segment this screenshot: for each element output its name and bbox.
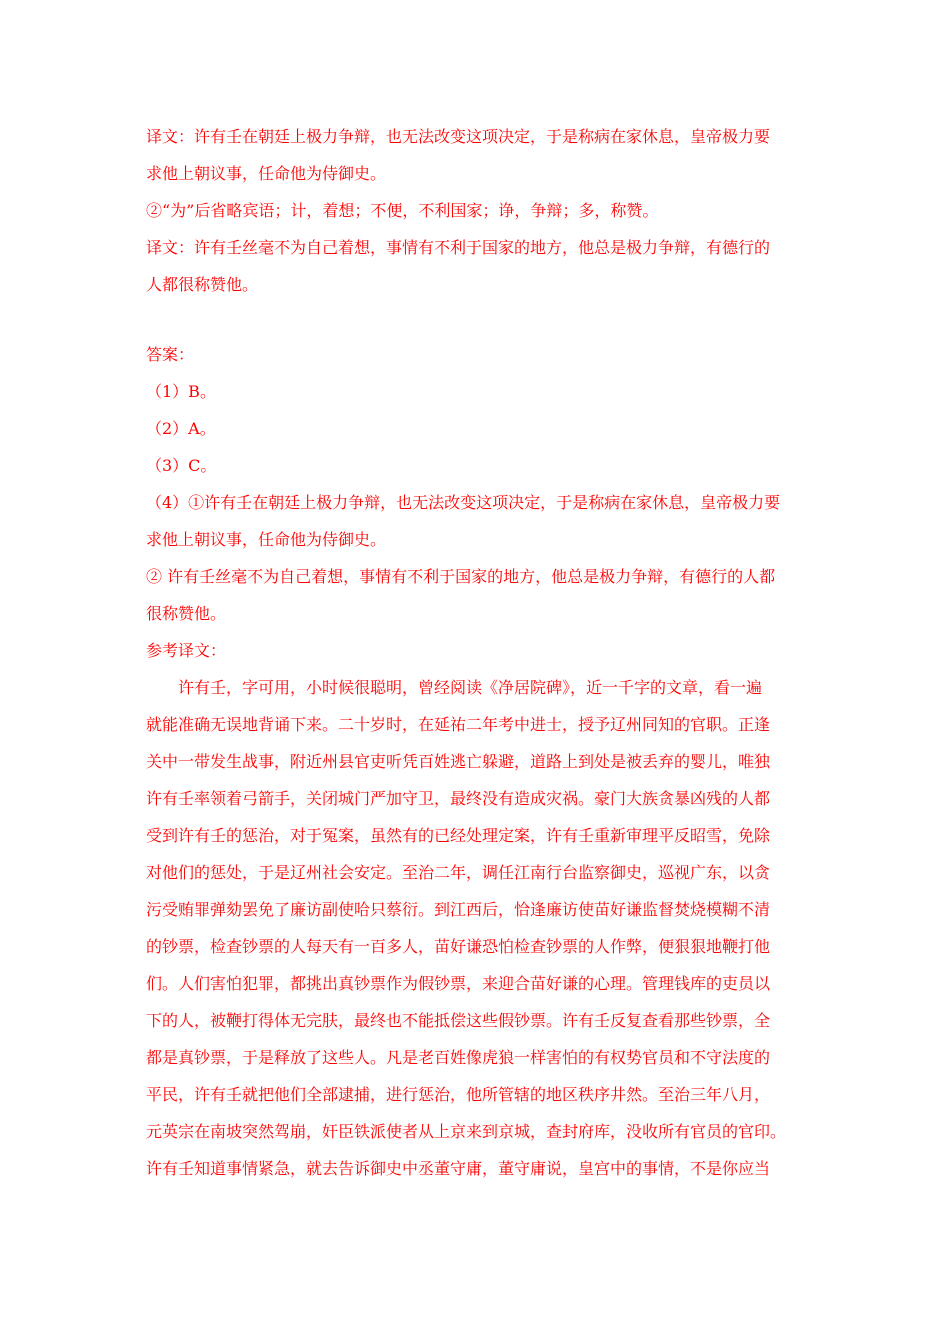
text-line: 污受贿罪弹劾罢免了廉访副使哈只蔡衍。到江西后，恰逢廉访使苗好谦监督焚烧模糊不清 — [146, 900, 771, 919]
text-line: 们。人们害怕犯罪，都挑出真钞票作为假钞票，来迎合苗好谦的心理。管理钱库的吏员以 — [146, 974, 771, 993]
answer-line: 很称赞他。 — [146, 604, 227, 623]
text-line: 的钞票，检查钞票的人每天有一百多人，苗好谦恐怕检查钞票的人作弊，便狠狠地鞭打他 — [146, 937, 771, 956]
text-line: 就能准确无误地背诵下来。二十岁时，在延祐二年考中进士，授予辽州同知的官职。正逢 — [146, 715, 771, 734]
answer-line: 求他上朝议事，任命他为侍御史。 — [146, 530, 387, 549]
text-line: 平民，许有壬就把他们全部逮捕，进行惩治，他所管辖的地区秩序井然。至治三年八月， — [146, 1085, 771, 1104]
answer-line: （1）B。 — [146, 382, 216, 401]
reference-paragraph — [146, 669, 806, 1187]
answer-line: （4）①许有壬在朝廷上极力争辩，也无法改变这项决定，于是称病在家休息，皇帝极力要 — [146, 493, 781, 512]
reference-heading: 参考译文： — [146, 641, 227, 660]
text-line: 许有壬率领着弓箭手，关闭城门严加守卫，最终没有造成灾祸。豪门大族贪暴凶残的人都 — [146, 789, 771, 808]
document-content — [146, 118, 806, 1187]
text-line: 求他上朝议事，任命他为侍御史。 — [146, 164, 387, 183]
text-line: 人都很称赞他。 — [146, 275, 259, 294]
answer-line: （2）A。 — [146, 419, 216, 438]
reference-translation-block — [146, 632, 806, 1187]
spacer — [146, 303, 806, 336]
text-line: 译文：许有壬丝毫不为自己着想，事情有不利于国家的地方，他总是极力争辩，有德行的 — [146, 238, 771, 257]
text-line: 下的人，被鞭打得体无完肤，最终也不能抵偿这些假钞票。许有壬反复查看那些钞票，全 — [146, 1011, 771, 1030]
answer-line: ② 许有壬丝毫不为自己着想，事情有不利于国家的地方，他总是极力争辩，有德行的人都 — [146, 567, 776, 586]
text-line: 都是真钞票，于是释放了这些人。凡是老百姓像虎狼一样害怕的有权势官员和不守法度的 — [146, 1048, 771, 1067]
answers-block — [146, 336, 806, 632]
text-line: 许有壬知道事情紧急，就去告诉御史中丞董守庸，董守庸说，皇宫中的事情，不是你应当 — [146, 1159, 771, 1178]
answer-line: （3）C。 — [146, 456, 217, 475]
answers-heading: 答案： — [146, 345, 195, 364]
translation-block — [146, 118, 806, 303]
text-line: 许有壬，字可用，小时候很聪明，曾经阅读《净居院碑》，近一千字的文章，看一遍 — [178, 678, 763, 697]
text-line: ②“为”后省略宾语；计，着想；不便，不利国家；诤，争辩；多，称赞。 — [146, 201, 659, 220]
text-line: 元英宗在南坡突然驾崩，奸臣铁派使者从上京来到京城，查封府库，没收所有官员的官印。 — [146, 1122, 787, 1141]
text-line: 受到许有壬的惩治，对于冤案，虽然有的已经处理定案，许有壬重新审理平反昭雪，免除 — [146, 826, 771, 845]
text-line: 译文：许有壬在朝廷上极力争辩，也无法改变这项决定，于是称病在家休息，皇帝极力要 — [146, 127, 771, 146]
text-line: 关中一带发生战事，附近州县官吏听凭百姓逃亡躲避，道路上到处是被丢弃的婴儿，唯独 — [146, 752, 771, 771]
text-line: 对他们的惩处，于是辽州社会安定。至治二年，调任江南行台监察御史，巡视广东，以贪 — [146, 863, 771, 882]
